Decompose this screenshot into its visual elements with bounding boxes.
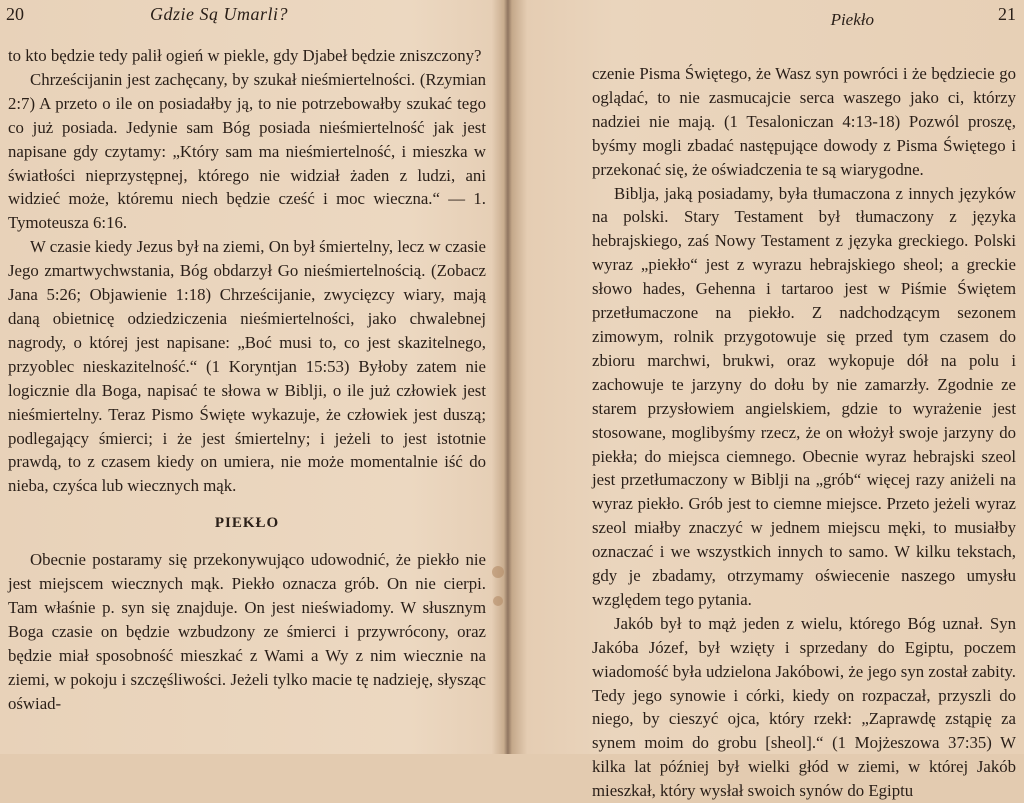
left-paragraph-2: Chrześcijanin jest zachęcany, by szukał nieśmiertelności. (Rzymian 2:7) A przeto o ile on posiadałby ją, to nie potrzebowałby szukać tego co już posiada. Jedynie sam Bóg posiada nieśmiertelność jak jest napisane gdy czytamy: „Który sam ma nieśmiertelność, i mieszka w światłości nieprzystępnej, którego nie widział żaden z ludzi, ani widzieć może, któremu niech będzie cześć i moc wieczna.“ — 1. Tymoteusza 6:16. xyxy=(8,69,486,233)
right-paragraph-1: czenie Pisma Świętego, że Wasz syn powróci i że będziecie go oglądać, to nie zasmucajcie serca waszego jako ci, którzy nadziei nie mają. (1 Tesaloniczan 4:13-18) Pozwól proszę, byśmy mogli zbadać następujące dowody z Pisma Świętego i przekonać się, że oświadczenia te są wiarygodne. xyxy=(592,64,1016,179)
left-page xyxy=(0,0,512,754)
right-page-number: 21 xyxy=(998,4,1016,24)
right-paragraph-3: Jakób był to mąż jeden z wielu, którego Bóg uznał. Syn Jakóba Józef, był wzięty i sprzedany do Egiptu, poczem wiadomość była udzielona Jakóbowi, że jego syn został zabity. Tedy jego synowie i córki, kiedy on rozpaczał, przyszli do niego, by cieszyć ojca, który rzekł: „Zaprawdę zstąpię za synem moim do grobu [sheol].“ (1 Mojżeszowa 37:35) W kilka lat później był wielki głód w ziemi, w której Jakób mieszkał, który wysłał swoich synów do Egiptu xyxy=(592,613,1016,801)
binding-stain-top xyxy=(492,566,504,578)
binding-stain-bottom xyxy=(493,596,503,606)
left-section-paragraph-1: Obecnie postaramy się przekonywująco udowodnić, że piekło nie jest miejscem wiecznych mąk. Piekło oznacza grób. On nie cierpi. Tam właśnie p. syn się znajduje. On jest nieświadomy. W słusznym Boga czasie on będzie wzbudzony ze śmierci i przywrócony, oraz będzie miał sposobność mieszkać z Wami a Wy z nim wiecznie na ziemi, w pokoju i szczęśliwości. Jeżeli tylko macie tę nadzieję, słysząc oświad- xyxy=(8,550,486,713)
right-page xyxy=(512,0,1024,801)
left-running-head xyxy=(0,4,512,28)
left-page-number: 20 xyxy=(6,4,24,24)
left-running-title: Gdzie Są Umarli? xyxy=(150,4,288,24)
left-paragraph-3: W czasie kiedy Jezus był na ziemi, On był śmiertelny, lecz w czasie Jego zmartwychwstania, Bóg obdarzył Go nieśmiertelnością. (Zobacz Jana 5:26; Objawienie 1:18) Chrześcijanie, zwycięzcy wiary, mają daną obietnicę odziedziczenia nieśmiertelności, jako chwalebnej nagrody, o której jest napisane: „Boć musi to, co jest skazitelnego, przyoblec nieskazitelność.“ (1 Koryntjan 15:53) Byłoby zatem nie logicznie dla Boga, napisać te słowa w Biblji, o ile już człowiek jest nieśmiertelny. Teraz Pismo Święte wykazuje, że człowiek jest duszą; podlegający śmierci; i że jest śmiertelny; i jeżeli to jest istotnie prawdą, to z czasem kiedy on umiera, nie może momentalnie iść do nieba, czyśca lub wiecznych mąk. xyxy=(8,237,486,496)
left-body-text xyxy=(8,44,486,715)
right-running-title: Piekło xyxy=(830,10,874,29)
right-paragraph-2: Biblja, jaką posiadamy, była tłumaczona z innych języków na polski. Stary Testament był tłumaczony z języka hebrajskiego, zaś Nowy Testament z języka greckiego. Polski wyraz „piekło“ jest z wyrazu hebrajskiego sheol; a greckie słowo hades, Gehenna i tartaroo jest w Piśmie Świętem przetłumaczone na piekło. Z nadchodzącym sezonem zimowym, rolnik przygotowuje się przed tym czasem do zbioru marchwi, brukwi, oraz wykopuje dół na polu i zachowuje te jarzyny do dołu by nie zamarzły. Zgodnie ze starem przysłowiem angielskiem, gdzie to wyrażenie jest stosowane, moglibyśmy rzecz, że on włożył swoje jarzyny do piekła; do miejsca ciemnego. Obecnie wyraz hebrajski szeol jest przetłumaczony w Biblji na „grób“ więcej razy aniżeli na wyraz piekło. Grób jest to ciemne miejsce. Przeto jeżeli wyraz szeol miałby znaczyć w jednem miejscu męki, to musiałby oznaczać i we wszystkich innych to samo. W kilku tekstach, gdy je zbadamy, otrzymamy oświecenie naszego umysłu względem tego pytania. xyxy=(592,183,1016,609)
right-running-head xyxy=(512,4,1024,28)
left-paragraph-1: to kto będzie tedy palił ogień w piekle, gdy Djabeł będzie zniszczony? xyxy=(8,46,482,65)
section-heading-pieklo: PIEKŁO xyxy=(214,515,280,532)
right-body-text xyxy=(592,62,1016,803)
